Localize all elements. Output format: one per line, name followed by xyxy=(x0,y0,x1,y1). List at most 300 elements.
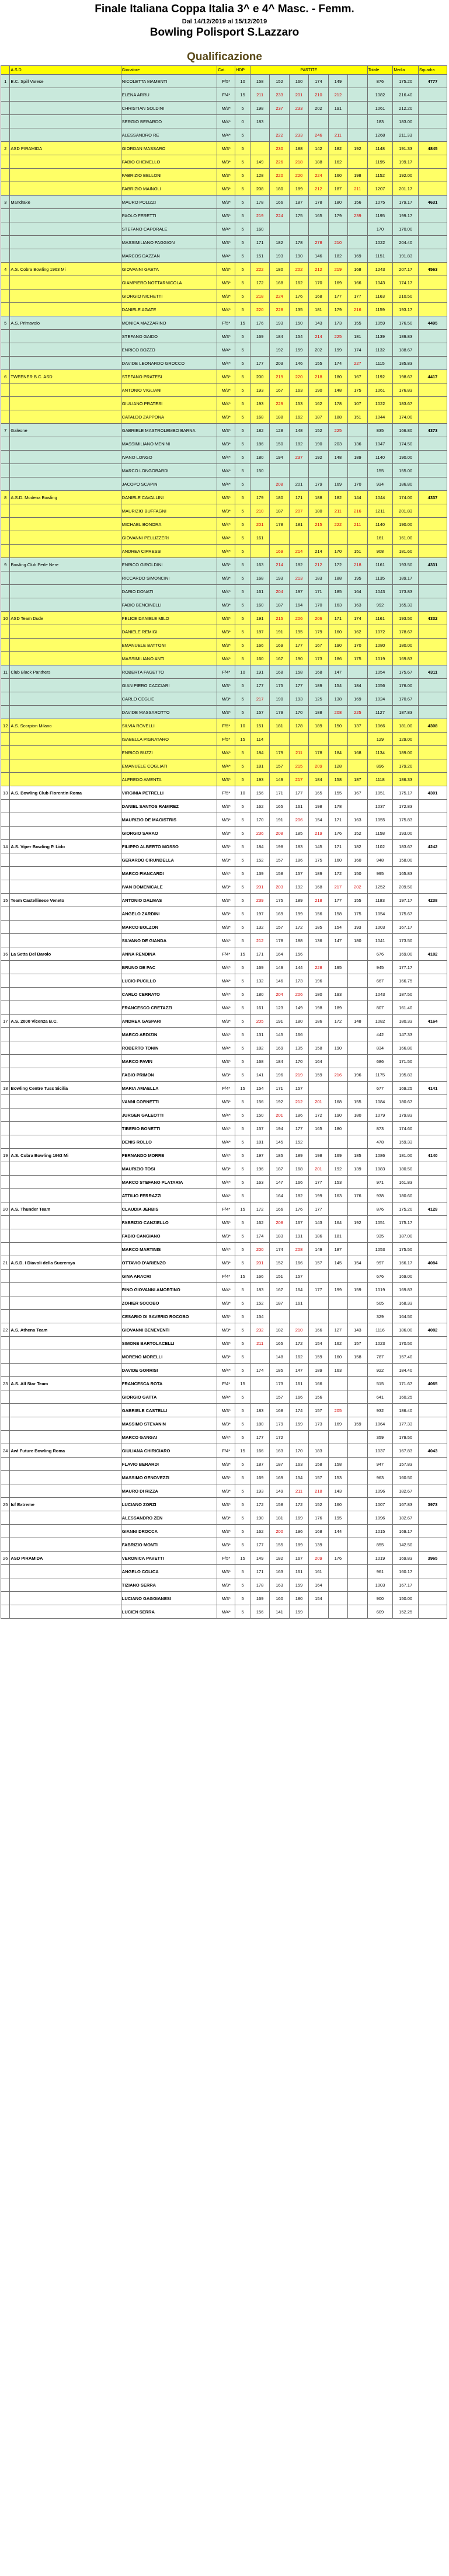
table-row xyxy=(1,907,447,921)
game-score-cell: 224 xyxy=(270,209,289,222)
team-cell: Club Black Panthers xyxy=(10,665,121,679)
category-cell: F/4* xyxy=(217,1377,235,1390)
game-score-cell: 173 xyxy=(289,974,308,988)
team-score-cell xyxy=(419,1484,447,1498)
category-cell: M/3* xyxy=(217,1511,235,1525)
total-cell: 1135 xyxy=(367,571,393,585)
game-score-cell: 148 xyxy=(328,451,347,464)
total-cell: 997 xyxy=(367,1256,393,1270)
game-score-cell: 154 xyxy=(348,1256,367,1270)
total-cell: 1118 xyxy=(367,773,393,786)
player-cell: ENRICO BOZZO xyxy=(121,343,217,357)
col-total: Totale xyxy=(367,66,393,75)
game-score-cell: 158 xyxy=(270,1498,289,1511)
average-cell: 166.80 xyxy=(393,1041,419,1055)
player-cell: MARCO ARDIZIN xyxy=(121,1028,217,1041)
team-cell xyxy=(10,128,121,142)
table-row xyxy=(1,652,447,665)
hdp-cell: 5 xyxy=(235,706,250,719)
game-score-cell: 170 xyxy=(348,639,367,652)
hdp-cell: 5 xyxy=(235,1015,250,1028)
team-score-cell xyxy=(419,1511,447,1525)
category-cell: M/3* xyxy=(217,504,235,518)
player-cell: CESARIO DI SAVERIO ROCOBO xyxy=(121,1310,217,1323)
game-score-cell: 143 xyxy=(309,1216,328,1229)
team-cell xyxy=(10,397,121,410)
average-cell: 190.00 xyxy=(393,518,419,531)
game-score-cell: 195 xyxy=(289,625,308,639)
player-cell: JURGEN GALEOTTI xyxy=(121,1109,217,1122)
player-cell: ENRICO BUZZI xyxy=(121,746,217,759)
game-score-cell: 157 xyxy=(250,1122,269,1135)
game-score-cell: 146 xyxy=(289,357,308,370)
category-cell: M/3* xyxy=(217,1498,235,1511)
hdp-cell: 5 xyxy=(235,988,250,1001)
game-score-cell: 233 xyxy=(289,128,308,142)
game-score-cell: 192 xyxy=(348,1216,367,1229)
table-row xyxy=(1,370,447,384)
game-score-cell: 125 xyxy=(309,692,328,706)
average-cell: 175.17 xyxy=(393,786,419,800)
category-cell: M/3* xyxy=(217,1350,235,1364)
player-cell: DANIELE REMIGI xyxy=(121,625,217,639)
hdp-cell: 5 xyxy=(235,545,250,558)
game-score-cell: 143 xyxy=(328,1484,347,1498)
player-cell: FILIPPO ALBERTO MOSSO xyxy=(121,840,217,853)
game-score-cell: 148 xyxy=(289,424,308,437)
game-score-cell: 158 xyxy=(289,665,308,679)
game-score-cell: 198 xyxy=(309,1149,328,1162)
rank-cell: 4 xyxy=(1,263,10,276)
average-cell: 155.00 xyxy=(393,464,419,477)
rank-cell xyxy=(1,1605,10,1619)
game-score-cell: 177 xyxy=(309,1202,328,1216)
category-cell: M/4* xyxy=(217,477,235,491)
game-score-cell: 169 xyxy=(270,545,289,558)
player-cell: MARIA AMAELLA xyxy=(121,1082,217,1095)
table-row xyxy=(1,1552,447,1565)
category-cell: M/4* xyxy=(217,585,235,598)
game-score-cell: 220 xyxy=(270,169,289,182)
total-cell: 1151 xyxy=(367,249,393,263)
average-cell: 169.83 xyxy=(393,1552,419,1565)
game-score-cell: 168 xyxy=(309,290,328,303)
table-row xyxy=(1,330,447,343)
total-cell: 1053 xyxy=(367,1243,393,1256)
game-score-cell: 208 xyxy=(328,706,347,719)
player-cell: FABIO CHEMELLO xyxy=(121,155,217,169)
game-score-cell: 236 xyxy=(250,827,269,840)
game-score-cell: 227 xyxy=(348,357,367,370)
team-score-cell xyxy=(419,330,447,343)
game-score-cell: 233 xyxy=(289,102,308,115)
player-cell: ZOHIER SOCOBO xyxy=(121,1296,217,1310)
team-score-cell xyxy=(419,773,447,786)
game-score-cell: 177 xyxy=(250,679,269,692)
rank-cell xyxy=(1,1176,10,1189)
game-score-cell xyxy=(250,1377,269,1390)
game-score-cell: 132 xyxy=(250,921,269,934)
table-row xyxy=(1,545,447,558)
rank-cell xyxy=(1,222,10,236)
average-cell: 169.00 xyxy=(393,947,419,961)
game-score-cell: 201 xyxy=(289,477,308,491)
category-cell: M/3* xyxy=(217,236,235,249)
game-score-cell: 201 xyxy=(289,88,308,102)
game-score-cell: 193 xyxy=(250,773,269,786)
average-cell: 192.00 xyxy=(393,169,419,182)
team-score-cell xyxy=(419,518,447,531)
game-score-cell: 196 xyxy=(270,1068,289,1082)
table-row xyxy=(1,1310,447,1323)
table-row xyxy=(1,384,447,397)
game-score-cell: 137 xyxy=(348,719,367,733)
game-score-cell: 167 xyxy=(348,370,367,384)
rank-cell xyxy=(1,988,10,1001)
game-score-cell: 172 xyxy=(289,1337,308,1350)
team-cell xyxy=(10,437,121,451)
table-row xyxy=(1,1525,447,1538)
average-cell: 175.50 xyxy=(393,1243,419,1256)
game-score-cell: 157 xyxy=(270,1390,289,1404)
game-score-cell: 135 xyxy=(289,1041,308,1055)
team-score-cell xyxy=(419,988,447,1001)
hdp-cell: 5 xyxy=(235,1471,250,1484)
game-score-cell: 162 xyxy=(289,276,308,290)
team-score-cell xyxy=(419,410,447,424)
game-score-cell: 177 xyxy=(309,1283,328,1296)
event-dates: Dal 14/12/2019 al 15/12/2019 xyxy=(182,18,267,25)
player-cell: MARCOS DAZZAN xyxy=(121,249,217,263)
average-cell: 164.50 xyxy=(393,1310,419,1323)
game-score-cell: 204 xyxy=(270,988,289,1001)
game-score-cell xyxy=(250,128,269,142)
average-cell: 193.50 xyxy=(393,612,419,625)
team-score-cell: 4238 xyxy=(419,894,447,907)
player-cell: GIORGIO SARAO xyxy=(121,827,217,840)
game-score-cell: 180 xyxy=(250,988,269,1001)
game-score-cell: 216 xyxy=(348,504,367,518)
player-cell: CARLO CEGLIE xyxy=(121,692,217,706)
category-cell: M/3* xyxy=(217,612,235,625)
team-score-cell xyxy=(419,343,447,357)
rank-cell xyxy=(1,182,10,196)
team-cell xyxy=(10,1189,121,1202)
game-score-cell: 162 xyxy=(348,625,367,639)
category-cell: M/4* xyxy=(217,222,235,236)
total-cell: 1082 xyxy=(367,88,393,102)
total-cell: 1084 xyxy=(367,1095,393,1109)
category-cell: F/5* xyxy=(217,316,235,330)
player-cell: GIOVANNI BENEVENTI xyxy=(121,1323,217,1337)
player-cell: GERARDO CIRUNDELLA xyxy=(121,853,217,867)
player-cell: MAURIZIO BUFFAGNI xyxy=(121,504,217,518)
game-score-cell: 177 xyxy=(309,1176,328,1189)
total-cell: 1051 xyxy=(367,786,393,800)
game-score-cell: 190 xyxy=(328,1041,347,1055)
rank-cell xyxy=(1,1337,10,1350)
average-cell: 169.25 xyxy=(393,1082,419,1095)
game-score-cell: 154 xyxy=(328,679,347,692)
player-cell: ALESSANDRO RE xyxy=(121,128,217,142)
player-cell: DARIO DONATI xyxy=(121,585,217,598)
table-row xyxy=(1,1296,447,1310)
category-cell: M/3* xyxy=(217,598,235,612)
game-score-cell: 149 xyxy=(270,961,289,974)
game-score-cell: 169 xyxy=(250,330,269,343)
game-score-cell xyxy=(270,464,289,477)
player-cell: GIANNI DROCCA xyxy=(121,1525,217,1538)
game-score-cell: 158 xyxy=(250,75,269,88)
game-score-cell xyxy=(348,1229,367,1243)
game-score-cell: 173 xyxy=(309,1417,328,1431)
game-score-cell: 152 xyxy=(289,1135,308,1149)
category-cell: M/4* xyxy=(217,867,235,880)
rank-cell xyxy=(1,290,10,303)
game-score-cell: 201 xyxy=(250,1256,269,1270)
team-cell xyxy=(10,1364,121,1377)
total-cell: 1207 xyxy=(367,182,393,196)
table-row xyxy=(1,1377,447,1390)
game-score-cell: 147 xyxy=(289,1364,308,1377)
total-cell: 1134 xyxy=(367,746,393,759)
table-header-row xyxy=(1,66,447,75)
category-cell: M/3* xyxy=(217,692,235,706)
team-score-cell xyxy=(419,249,447,263)
game-score-cell: 192 xyxy=(270,1095,289,1109)
rank-cell xyxy=(1,209,10,222)
team-score-cell xyxy=(419,1041,447,1055)
average-cell: 197.17 xyxy=(393,894,419,907)
hdp-cell: 5 xyxy=(235,236,250,249)
game-score-cell xyxy=(348,1458,367,1471)
game-score-cell: 179 xyxy=(328,209,347,222)
team-cell xyxy=(10,330,121,343)
game-score-cell xyxy=(348,665,367,679)
category-cell: F/4* xyxy=(217,1270,235,1283)
game-score-cell: 150 xyxy=(270,437,289,451)
category-cell: M/3* xyxy=(217,1323,235,1337)
table-row xyxy=(1,1417,447,1431)
game-score-cell: 154 xyxy=(328,921,347,934)
category-cell: F/5* xyxy=(217,1552,235,1565)
average-cell: 186.80 xyxy=(393,477,419,491)
category-cell: M/3* xyxy=(217,1538,235,1552)
team-score-cell xyxy=(419,733,447,746)
total-cell: 948 xyxy=(367,853,393,867)
game-score-cell: 218 xyxy=(289,155,308,169)
table-row xyxy=(1,222,447,236)
hdp-cell: 5 xyxy=(235,1511,250,1525)
category-cell: M/4* xyxy=(217,746,235,759)
team-cell: ASD Team Dude xyxy=(10,612,121,625)
total-cell: 442 xyxy=(367,1028,393,1041)
rank-cell xyxy=(1,679,10,692)
game-score-cell: 207 xyxy=(289,504,308,518)
category-cell: M/3* xyxy=(217,1417,235,1431)
total-cell: 129 xyxy=(367,733,393,746)
game-score-cell: 180 xyxy=(289,1015,308,1028)
player-cell: DANIELE AGATE xyxy=(121,303,217,316)
game-score-cell: 172 xyxy=(289,921,308,934)
game-score-cell: 158 xyxy=(348,1350,367,1364)
category-cell: M/3* xyxy=(217,639,235,652)
game-score-cell xyxy=(309,1270,328,1283)
table-row xyxy=(1,343,447,357)
table-row xyxy=(1,1068,447,1082)
game-score-cell: 184 xyxy=(250,840,269,853)
category-cell: M/4* xyxy=(217,531,235,545)
game-score-cell xyxy=(348,1578,367,1592)
team-cell xyxy=(10,464,121,477)
game-score-cell: 164 xyxy=(270,1189,289,1202)
total-cell: 1243 xyxy=(367,263,393,276)
player-cell: EMANUELE BATTONI xyxy=(121,639,217,652)
hdp-cell: 5 xyxy=(235,1525,250,1538)
average-cell: 170.00 xyxy=(393,222,419,236)
total-cell: 1024 xyxy=(367,692,393,706)
team-cell xyxy=(10,639,121,652)
game-score-cell: 216 xyxy=(328,1068,347,1082)
game-score-cell: 169 xyxy=(270,1041,289,1055)
hdp-cell: 5 xyxy=(235,1109,250,1122)
hdp-cell: 5 xyxy=(235,276,250,290)
game-score-cell xyxy=(348,128,367,142)
category-cell: M/4* xyxy=(217,343,235,357)
game-score-cell: 136 xyxy=(309,934,328,947)
game-score-cell: 169 xyxy=(348,692,367,706)
average-cell: 191.33 xyxy=(393,142,419,155)
team-score-cell xyxy=(419,625,447,639)
team-cell xyxy=(10,1041,121,1055)
game-score-cell: 144 xyxy=(348,491,367,504)
game-score-cell: 149 xyxy=(309,1243,328,1256)
team-score-cell xyxy=(419,813,447,827)
total-cell: 1003 xyxy=(367,921,393,934)
game-score-cell: 163 xyxy=(348,598,367,612)
category-cell: M/4* xyxy=(217,974,235,988)
game-score-cell: 185 xyxy=(309,921,328,934)
average-cell: 174.00 xyxy=(393,410,419,424)
game-score-cell: 237 xyxy=(270,102,289,115)
rank-cell xyxy=(1,1511,10,1525)
table-row xyxy=(1,625,447,639)
game-score-cell: 201 xyxy=(309,1162,328,1176)
hdp-cell: 5 xyxy=(235,1068,250,1082)
category-cell: M/4* xyxy=(217,1189,235,1202)
game-score-cell: 158 xyxy=(270,867,289,880)
game-score-cell xyxy=(309,222,328,236)
game-score-cell: 218 xyxy=(309,1484,328,1498)
rank-cell: 23 xyxy=(1,1377,10,1390)
game-score-cell: 144 xyxy=(289,961,308,974)
hdp-cell: 15 xyxy=(235,1444,250,1458)
game-score-cell: 211 xyxy=(289,1484,308,1498)
game-score-cell xyxy=(328,222,347,236)
rank-cell xyxy=(1,1283,10,1296)
game-score-cell xyxy=(289,464,308,477)
total-cell: 1054 xyxy=(367,907,393,921)
average-cell: 171.50 xyxy=(393,1055,419,1068)
team-cell xyxy=(10,182,121,196)
rank-cell xyxy=(1,733,10,746)
col-num xyxy=(1,66,10,75)
game-score-cell: 174 xyxy=(250,1229,269,1243)
team-cell xyxy=(10,1471,121,1484)
hdp-cell: 5 xyxy=(235,1390,250,1404)
team-cell xyxy=(10,1216,121,1229)
game-score-cell: 157 xyxy=(309,1404,328,1417)
section-title: Qualificazione xyxy=(187,51,262,63)
player-cell: BRUNO DE PAC xyxy=(121,961,217,974)
category-cell: M/4* xyxy=(217,451,235,464)
total-cell: 1019 xyxy=(367,1283,393,1296)
team-score-cell xyxy=(419,384,447,397)
category-cell: M/3* xyxy=(217,1229,235,1243)
team-cell xyxy=(10,827,121,840)
game-score-cell: 153 xyxy=(328,1471,347,1484)
game-score-cell: 157 xyxy=(309,1256,328,1270)
game-score-cell: 180 xyxy=(328,196,347,209)
table-row xyxy=(1,1283,447,1296)
category-cell: M/3* xyxy=(217,1404,235,1417)
team-cell: Bowling Club Perle Nere xyxy=(10,558,121,571)
player-cell: MAURO POLIZZI xyxy=(121,196,217,209)
average-cell: 210.50 xyxy=(393,290,419,303)
game-score-cell: 230 xyxy=(270,142,289,155)
hdp-cell: 15 xyxy=(235,947,250,961)
game-score-cell xyxy=(289,1310,308,1323)
game-score-cell: 224 xyxy=(309,169,328,182)
game-score-cell: 170 xyxy=(309,598,328,612)
game-score-cell: 191 xyxy=(250,612,269,625)
game-score-cell: 183 xyxy=(250,1283,269,1296)
hdp-cell: 5 xyxy=(235,921,250,934)
hdp-cell: 5 xyxy=(235,155,250,169)
average-cell: 172.83 xyxy=(393,800,419,813)
player-cell: MAURIZIO TOSI xyxy=(121,1162,217,1176)
total-cell: 1163 xyxy=(367,290,393,303)
game-score-cell: 212 xyxy=(309,263,328,276)
game-score-cell: 189 xyxy=(309,1364,328,1377)
total-cell: 1007 xyxy=(367,1498,393,1511)
team-cell xyxy=(10,880,121,894)
category-cell: M/3* xyxy=(217,1592,235,1605)
category-cell: M/3* xyxy=(217,424,235,437)
team-cell xyxy=(10,236,121,249)
game-score-cell: 163 xyxy=(328,1189,347,1202)
player-cell: MARCO LONGOBARDI xyxy=(121,464,217,477)
game-score-cell: 154 xyxy=(309,1337,328,1350)
rank-cell xyxy=(1,276,10,290)
team-score-cell xyxy=(419,102,447,115)
hdp-cell: 5 xyxy=(235,357,250,370)
team-score-cell: 4331 xyxy=(419,558,447,571)
game-score-cell: 168 xyxy=(270,1404,289,1417)
rank-cell xyxy=(1,1109,10,1122)
game-score-cell: 169 xyxy=(250,961,269,974)
team-cell xyxy=(10,1095,121,1109)
game-score-cell: 153 xyxy=(289,397,308,410)
total-cell: 873 xyxy=(367,1122,393,1135)
rank-cell xyxy=(1,1484,10,1498)
game-score-cell: 160 xyxy=(270,1592,289,1605)
game-score-cell: 184 xyxy=(270,1055,289,1068)
rank-cell xyxy=(1,1310,10,1323)
game-score-cell: 219 xyxy=(289,1068,308,1082)
team-cell: La Setta Del Barolo xyxy=(10,947,121,961)
rank-cell xyxy=(1,867,10,880)
